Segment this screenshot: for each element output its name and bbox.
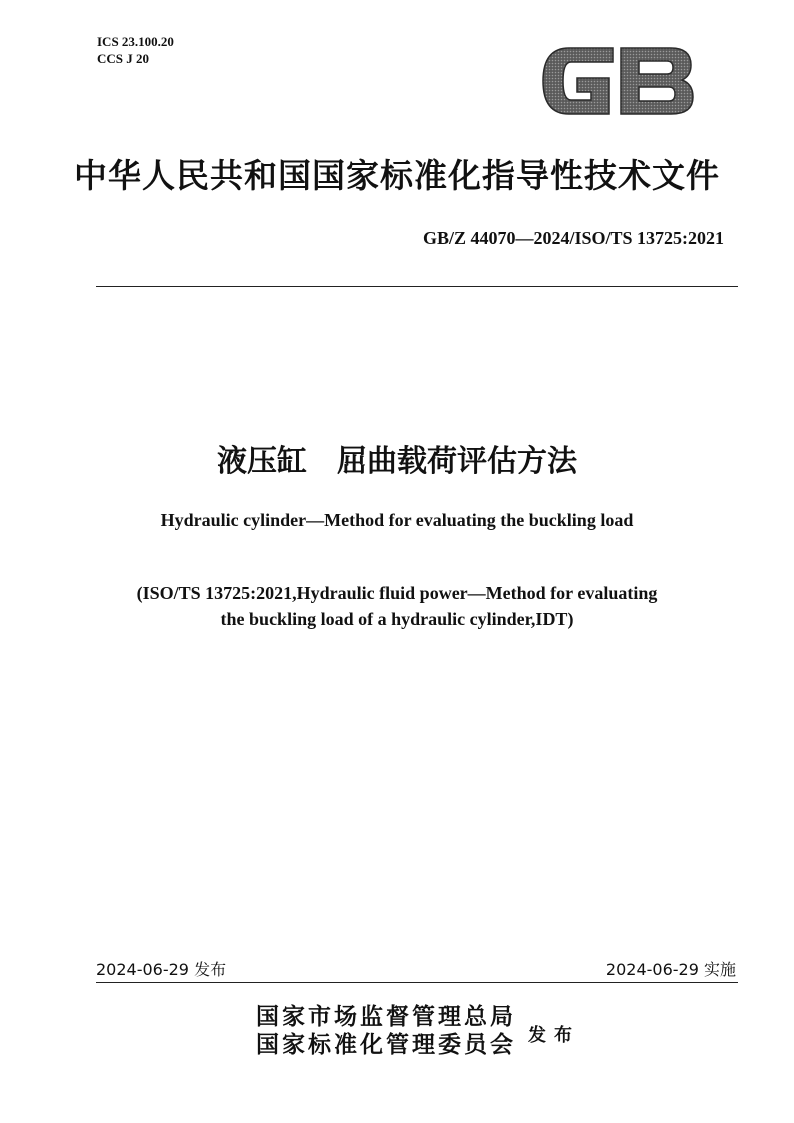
document-type-title: 中华人民共和国国家标准化指导性技术文件 <box>74 156 720 195</box>
adoption-statement <box>0 580 794 632</box>
implementation-date: 2024-06-29 实施 <box>605 960 736 979</box>
classification-codes <box>97 33 174 67</box>
issuing-authorities <box>256 1003 516 1059</box>
authority-2: 国家标准化管理委员会 <box>256 1031 516 1058</box>
issue-date: 2024-06-29 发布 <box>96 960 227 979</box>
adoption-line-1: (ISO/TS 13725:2021,Hydraulic fluid power—Method for evaluating <box>136 583 658 603</box>
adoption-line-2: the buckling load of a hydraulic cylinder,IDT) <box>220 609 574 629</box>
header-divider <box>96 286 738 287</box>
chinese-title: 液压缸 屈曲载荷评估方法 <box>217 444 577 479</box>
ics-code: ICS 23.100.20 <box>97 34 174 49</box>
authority-1: 国家市场监督管理总局 <box>256 1003 516 1030</box>
standard-number: GB/Z 44070—2024/ISO/TS 13725:2021 <box>422 228 724 248</box>
gb-logo <box>539 44 697 118</box>
english-title: Hydraulic cylinder—Method for evaluating the buckling load <box>160 510 634 530</box>
footer-divider <box>96 982 738 983</box>
ccs-code: CCS J 20 <box>97 51 150 66</box>
publish-label: 发布 <box>528 1025 580 1046</box>
